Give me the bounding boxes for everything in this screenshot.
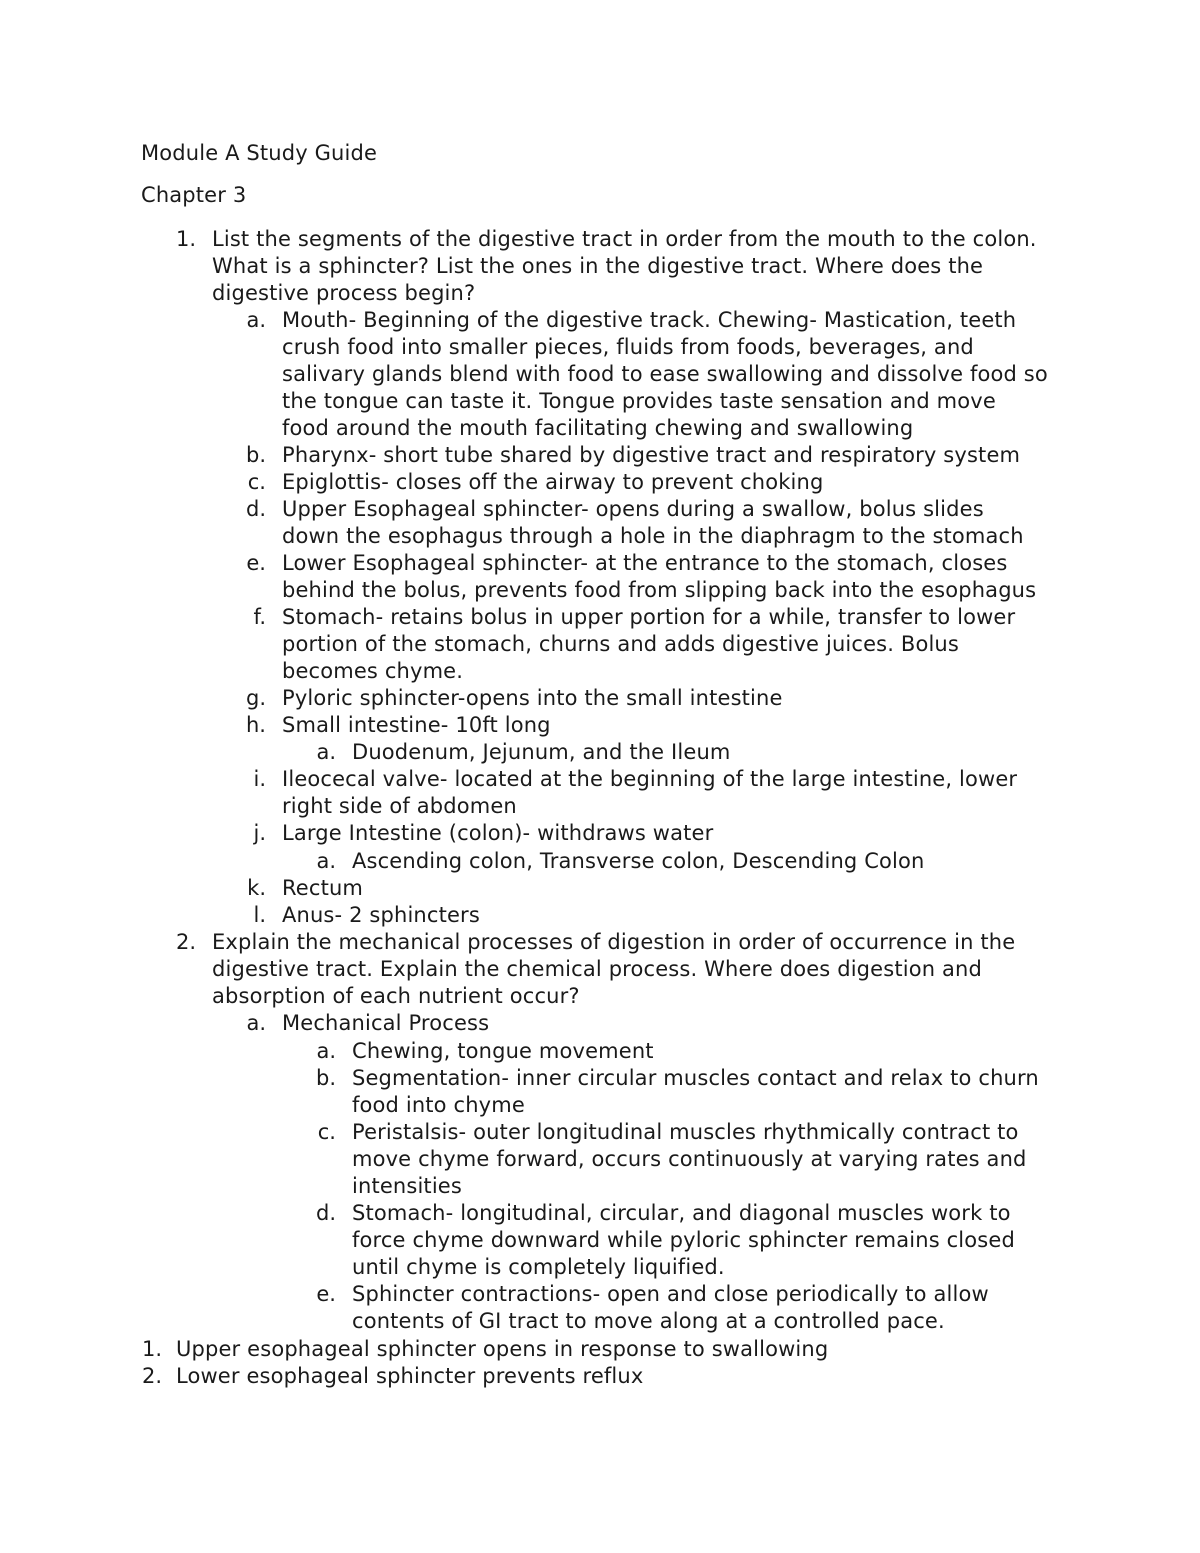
list-item-text: Ascending colon, Transverse colon, Descending Colon — [352, 849, 925, 873]
list-item-text: Chewing, tongue movement — [352, 1039, 654, 1063]
list-item-text: Peristalsis- outer longitudinal muscles rhythmically contract to — [352, 1120, 1019, 1144]
chapter-heading: Chapter 3 — [141, 183, 247, 207]
list-item-text: salivary glands blend with food to ease swallowing and dissolve food so — [282, 362, 1048, 386]
list-marker: 2. — [141, 1364, 162, 1388]
list-marker: a. — [316, 740, 336, 764]
list-item-text: Sphincter contractions- open and close periodically to allow — [352, 1282, 989, 1306]
list-marker: e. — [316, 1282, 336, 1306]
list-item-text: Upper esophageal sphincter opens in response to swallowing — [176, 1337, 829, 1361]
list-item-text: move chyme forward, occurs continuously at varying rates and — [352, 1147, 1027, 1171]
list-marker: b. — [245, 443, 266, 467]
question-2-text: Explain the mechanical processes of digestion in order of occurrence in the — [212, 930, 1016, 954]
list-item-text: until chyme is completely liquified. — [352, 1255, 725, 1279]
list-item-text: Anus- 2 sphincters — [282, 903, 480, 927]
list-marker: i. — [253, 767, 266, 791]
question-1-text: digestive process begin? — [212, 281, 476, 305]
list-marker: a. — [316, 849, 336, 873]
list-item-text: Pyloric sphincter-opens into the small intestine — [282, 686, 783, 710]
list-item-text: Stomach- longitudinal, circular, and diagonal muscles work to — [352, 1201, 1011, 1225]
list-marker: 1. — [175, 227, 196, 251]
list-marker: 2. — [175, 930, 196, 954]
list-item-text: becomes chyme. — [282, 659, 464, 683]
document-title: Module A Study Guide — [141, 141, 378, 165]
list-marker: e. — [246, 551, 266, 575]
list-marker: d. — [245, 497, 266, 521]
list-marker: f. — [253, 605, 266, 629]
list-item-text: food into chyme — [352, 1093, 525, 1117]
list-item-text: Segmentation- inner circular muscles contact and relax to churn — [352, 1066, 1039, 1090]
list-marker: 1. — [141, 1337, 162, 1361]
list-item-text: behind the bolus, prevents food from slipping back into the esophagus — [282, 578, 1037, 602]
list-marker: b. — [315, 1066, 336, 1090]
list-marker: c. — [317, 1120, 336, 1144]
list-marker: k. — [247, 876, 266, 900]
question-1-text: What is a sphincter? List the ones in the digestive tract. Where does the — [212, 254, 984, 278]
list-marker: c. — [247, 470, 266, 494]
list-item-text: force chyme downward while pyloric sphincter remains closed — [352, 1228, 1015, 1252]
list-item-text: Large Intestine (colon)- withdraws water — [282, 821, 714, 845]
list-marker: l. — [253, 903, 266, 927]
list-marker: d. — [315, 1201, 336, 1225]
list-item-text: contents of GI tract to move along at a controlled pace. — [352, 1309, 945, 1333]
list-item-text: Mouth- Beginning of the digestive track. Chewing- Mastication, teeth — [282, 308, 1017, 332]
list-item-text: Rectum — [282, 876, 364, 900]
question-2-text: digestive tract. Explain the chemical process. Where does digestion and — [212, 957, 982, 981]
list-marker: j. — [253, 821, 266, 845]
list-item-text: food around the mouth facilitating chewing and swallowing — [282, 416, 914, 440]
list-item-text: crush food into smaller pieces, fluids from foods, beverages, and — [282, 335, 974, 359]
list-marker: a. — [246, 1011, 266, 1035]
list-item-text: Ileocecal valve- located at the beginning of the large intestine, lower — [282, 767, 1018, 791]
list-item-text: down the esophagus through a hole in the diaphragm to the stomach — [282, 524, 1024, 548]
list-item-text: the tongue can taste it. Tongue provides taste sensation and move — [282, 389, 996, 413]
list-marker: a. — [316, 1039, 336, 1063]
question-1-text: List the segments of the digestive tract in order from the mouth to the colon. — [212, 227, 1037, 251]
list-item-text: Lower esophageal sphincter prevents reflux — [176, 1364, 644, 1388]
list-item-text: Stomach- retains bolus in upper portion for a while, transfer to lower — [282, 605, 1016, 629]
list-item-text: Duodenum, Jejunum, and the Ileum — [352, 740, 731, 764]
question-2-text: absorption of each nutrient occur? — [212, 984, 580, 1008]
list-item-text: intensities — [352, 1174, 462, 1198]
list-item-text: Mechanical Process — [282, 1011, 490, 1035]
list-item-text: Epiglottis- closes off the airway to prevent choking — [282, 470, 824, 494]
list-marker: g. — [245, 686, 266, 710]
list-item-text: Upper Esophageal sphincter- opens during a swallow, bolus slides — [282, 497, 984, 521]
list-marker: h. — [246, 713, 266, 737]
list-item-text: Small intestine- 10ft long — [282, 713, 551, 737]
list-item-text: right side of abdomen — [282, 794, 517, 818]
list-marker: a. — [246, 308, 266, 332]
list-item-text: Lower Esophageal sphincter- at the entrance to the stomach, closes — [282, 551, 1008, 575]
list-item-text: portion of the stomach, churns and adds digestive juices. Bolus — [282, 632, 959, 656]
list-item-text: Pharynx- short tube shared by digestive tract and respiratory system — [282, 443, 1021, 467]
